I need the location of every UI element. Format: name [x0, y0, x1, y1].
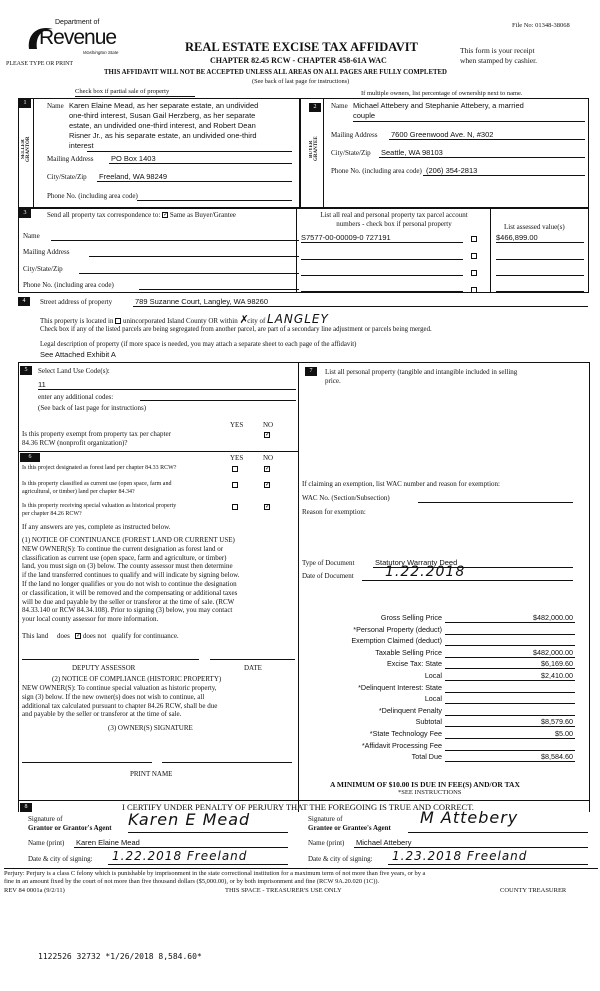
buyer-section: [300, 98, 589, 208]
tax-row-label: *State Technology Fee: [369, 729, 442, 738]
date-line[interactable]: [210, 659, 295, 660]
name-label: Name: [331, 102, 348, 110]
assessed-value-field[interactable]: [496, 275, 584, 276]
form-chapter: CHAPTER 82.45 RCW - CHAPTER 458-61A WAC: [210, 56, 387, 65]
logo-dept: Department of: [55, 19, 100, 26]
multiple-owners-note: If multiple owners, list percentage of ownership next to name.: [361, 90, 523, 97]
parcel-number-field[interactable]: [301, 275, 463, 276]
corr-phone-field[interactable]: [139, 289, 299, 290]
buyer-side-label: BUYER GRANTEE: [309, 136, 319, 162]
exempt-question: Is this property exempt from property tax per chapter 84.36 RCW (nonprofit organization)?: [22, 430, 171, 447]
buyer-mail-field[interactable]: 7600 Greenwood Ave. N, #302: [391, 130, 494, 139]
doc-date-field[interactable]: 1.22.2018: [385, 564, 466, 580]
current-use-no-checkbox[interactable]: ✓: [265, 482, 271, 488]
additional-codes-label: enter any additional codes:: [38, 393, 114, 401]
mail-label: Mailing Address: [47, 155, 94, 163]
tax-row-value[interactable]: $8,584.60: [541, 752, 573, 762]
personal-property-label: List all personal property (tangible and intangible included in selling price.: [325, 368, 518, 385]
section-number: 1: [19, 99, 31, 108]
assessed-value-field[interactable]: [496, 291, 584, 292]
notice-of-compliance-title: (2) NOTICE OF COMPLIANCE (HISTORIC PROPERTY): [52, 675, 222, 683]
same-as-buyer-checkbox[interactable]: ✓: [163, 212, 169, 219]
personal-property-checkbox[interactable]: [471, 270, 477, 276]
print-name-label: PRINT NAME: [130, 770, 173, 778]
section-number: 2: [309, 103, 321, 112]
wac-field[interactable]: [418, 502, 573, 503]
historical-yes-checkbox[interactable]: [232, 504, 238, 510]
date-city-label: Date & city of signing:: [28, 855, 93, 863]
historical-question: Is this property receiving special valuation as historical property per chapter 84.26 RCW?: [22, 503, 177, 517]
tax-row-value[interactable]: $5.00: [555, 729, 573, 738]
assessed-value-field[interactable]: [496, 259, 584, 260]
personal-property-checkbox[interactable]: [471, 236, 477, 242]
unincorporated-checkbox[interactable]: [115, 318, 121, 324]
tax-row-label: Exemption Claimed (deduct): [351, 636, 442, 646]
see-back: (See back of last page for instructions): [252, 78, 350, 85]
does-option[interactable]: does: [57, 632, 70, 640]
buyer-phone-field[interactable]: (206) 354-2813: [426, 166, 478, 175]
parcel-number-field[interactable]: [301, 259, 463, 260]
please-type: PLEASE TYPE OR PRINT: [6, 61, 74, 67]
buyer-city-field[interactable]: Seattle, WA 98103: [381, 148, 443, 157]
tax-row-label: *Delinquent Penalty: [378, 705, 442, 715]
personal-property-checkbox[interactable]: [471, 287, 477, 293]
see-back-note: (See back of last page for instructions): [38, 404, 147, 412]
mail-label: Mailing Address: [331, 131, 378, 139]
corr-mail-field[interactable]: [89, 256, 299, 257]
name-print-label: Name (print): [28, 839, 65, 847]
seller-side-label: SELLER GRANTOR: [21, 136, 31, 162]
date-label: DATE: [244, 664, 262, 672]
form-title: REAL ESTATE EXCISE TAX AFFIDAVIT: [185, 40, 418, 54]
grantor-signature[interactable]: Karen E Mead: [128, 810, 251, 829]
seller-city-field[interactable]: Freeland, WA 98249: [99, 172, 168, 181]
grantor-date-field[interactable]: 1.22.2018 Freeland: [112, 849, 248, 863]
reason-label: Reason for exemption:: [302, 508, 366, 516]
grantor-name-field[interactable]: Karen Elaine Mead: [76, 838, 140, 847]
deputy-assessor-line[interactable]: [22, 659, 199, 660]
warning-text: THIS AFFIDAVIT WILL NOT BE ACCEPTED UNLESS ALL AREAS ON ALL PAGES ARE FULLY COMPLETED: [104, 69, 447, 76]
assessed-header: List assessed value(s): [504, 223, 565, 231]
exempt-no-checkbox[interactable]: ✓: [265, 432, 271, 438]
grantor-signature-label: Signature of Grantor or Grantor's Agent: [28, 815, 112, 832]
legal-description-label: Legal description of property (if more space is needed, you may attach a separate sheet to each page of the affidavit): [40, 341, 357, 348]
street-address-field[interactable]: 789 Suzanne Court, Langley, WA 98260: [135, 297, 269, 306]
county-treasurer: COUNTY TREASURER: [500, 887, 567, 894]
name-label: Name: [23, 232, 40, 240]
section-number: 7: [305, 367, 317, 376]
logo-name: Revenue: [39, 26, 117, 49]
segregated-checkbox-label[interactable]: Check box if any of the listed parcels are being segregated from another parcel, are part of a secondary line adjustment or parcels being merged.: [40, 326, 432, 333]
cashier-stamp: 1122526 32732 *1/26/2018 8,584.60*: [38, 952, 202, 961]
tax-row-label: Excise Tax: State: [387, 659, 442, 669]
tax-row-label: Subtotal: [415, 717, 442, 727]
tax-row-value[interactable]: $482,000.00: [533, 647, 573, 657]
perjury-notice: Perjury: Perjury is a class C felony which is punishable by imprisonment in the state correctional institution for a maximum term of not more than five years, or by a fine in an amount fixed by the court of not more than five thousand dollars ($5,000.00), or by both imprisonment and fine (RCW 9A.20.020 (1C)).: [4, 870, 426, 885]
tax-row-label: Total Due: [411, 752, 442, 762]
section-number: 6: [20, 453, 40, 462]
seller-name-field[interactable]: Karen Elaine Mead, as her separate estate, an undivided one-third interest, Susan Gail Herzberg, as her separate estate, an undivided one-third interest, and Robert Dean Risner Jr., as his separate estate, an undivided one-third interest: [69, 101, 259, 150]
grantee-signature-label: Signature of Grantee or Grantee's Agent: [308, 815, 391, 832]
assessed-value-field[interactable]: $466,899.00: [496, 233, 538, 242]
historical-no-checkbox[interactable]: ✓: [265, 504, 271, 510]
treasurer-only: THIS SPACE - TREASURER'S USE ONLY: [225, 887, 342, 894]
within-city-checkbox[interactable]: ✗: [239, 314, 249, 327]
correspondence-section: [18, 208, 589, 293]
tax-row-value[interactable]: $6,169.60: [541, 659, 573, 669]
doc-type-label: Type of Document: [302, 559, 355, 567]
minimum-due-note: A MINIMUM OF $10.00 IS DUE IN FEE(S) AND/OR TAX: [330, 780, 520, 789]
seller-mail-field[interactable]: PO Box 1403: [111, 154, 156, 163]
doc-type-field[interactable]: Statutory Warranty Deed: [375, 558, 458, 567]
tax-row-value[interactable]: $8,579.60: [541, 717, 573, 727]
certify-statement: I CERTIFY UNDER PENALTY OF PERJURY THAT THE FOREGOING IS TRUE AND CORRECT.: [122, 802, 474, 812]
notice-of-compliance: NEW OWNER(S): To continue special valuation as historic property, sign (3) below. If the new owner(s) does not wish to continue, all additional tax calculated pursuant to chapter 84.26 RCW, shall be due and payable by the seller or transferor at the time of sale.: [22, 684, 218, 719]
notice-of-continuance: (1) NOTICE OF CONTINUANCE (FOREST LAND OR CURRENT USE) NEW OWNER(S): To continue the current designation as forest land or classification as current use (open space, farm and agriculture, or timber) land, you must sign on (3) below. The county assessor must then determine if the land transferred continues to qualify and will indicate by signing below. If the land no longer qualifies or you do not wish to continue the designation or classification, it will be removed and the compensating or additional taxes will be due and payable by the seller or transferor at the time of sale. (RCW 84.33.140 or RCW 84.34.108). Prior to signing (3) below, you may contact your local county assessor for more information.: [22, 536, 240, 624]
date-city-label: Date & city of signing:: [308, 855, 373, 863]
tax-row-value[interactable]: $482,000.00: [533, 613, 573, 622]
correspondence-label: Send all property tax correspondence to: ✓ Same as Buyer/Grantee: [47, 211, 236, 219]
section-number: 5: [20, 366, 32, 375]
land-use-code-field[interactable]: 11: [38, 380, 46, 389]
corr-name-field[interactable]: [51, 240, 299, 241]
grantee-signature[interactable]: M Attebery: [420, 808, 519, 827]
phone-label: Phone No. (including area code): [23, 281, 114, 289]
tax-row-label: *Personal Property (deduct): [353, 624, 442, 634]
tax-row-label: *Delinquent Interest: State: [358, 682, 442, 692]
deputy-assessor-label: DEPUTY ASSESSOR: [72, 664, 136, 672]
no-header: NO: [263, 421, 274, 429]
additional-codes-field[interactable]: [140, 400, 296, 401]
file-number: File No: 01348-38068: [512, 22, 570, 29]
section-number: 4: [18, 297, 30, 306]
city-handwritten: LANGLEY: [267, 312, 329, 326]
current-use-question: Is this property classified as current use (open space, farm and agricultural, or timber) land per chapter 84.34?: [22, 481, 172, 495]
tax-row-label: Local: [424, 694, 442, 704]
owner-signature-line[interactable]: [22, 762, 152, 763]
grantee-date-field[interactable]: 1.23.2018 Freeland: [392, 849, 528, 863]
see-instructions: *SEE INSTRUCTIONS: [398, 789, 462, 796]
city-label: City/State/Zip: [47, 173, 87, 181]
city-label: City/State/Zip: [331, 149, 371, 157]
yes-header: YES: [230, 454, 244, 462]
street-label: Street address of property: [40, 298, 113, 306]
personal-property-checkbox[interactable]: [471, 253, 477, 259]
grantee-name-field[interactable]: Michael Attebery: [356, 838, 412, 847]
wac-label: WAC No. (Section/Subsection): [302, 494, 390, 502]
seller-section: [18, 98, 300, 208]
logo-state: Washington State: [83, 50, 119, 55]
receipt-note: This form is your receipt when stamped by cashier.: [460, 46, 538, 65]
forest-yes-checkbox[interactable]: [232, 466, 238, 472]
city-label: City/State/Zip: [23, 265, 63, 273]
phone-label: Phone No. (including area code): [47, 192, 138, 200]
legal-description-field[interactable]: See Attached Exhibit A: [40, 350, 116, 359]
parcel-number-field[interactable]: S7577-00-00009-0 727191: [301, 233, 391, 242]
corr-city-field[interactable]: [79, 273, 299, 274]
exemption-label: If claiming an exemption, list WAC number and reason for exemption:: [302, 480, 500, 488]
partial-sale-label[interactable]: Check box if partial sale of property: [75, 88, 170, 95]
does-not-checkbox[interactable]: ✓: [76, 633, 82, 640]
owner-signature-line-2[interactable]: [162, 762, 292, 763]
no-header: NO: [263, 454, 274, 462]
owner-signature-label: (3) OWNER(S) SIGNATURE: [108, 724, 193, 732]
mail-label: Mailing Address: [23, 248, 70, 256]
dor-logo: [25, 17, 130, 62]
tax-row-label: Local: [424, 671, 442, 680]
name-label: Name: [47, 102, 64, 110]
location-line: This property is located in unincorporated Island County OR within ✗ city of LANGLEY: [40, 312, 329, 327]
buyer-name-field[interactable]: Michael Attebery and Stephanie Attebery, a married couple: [353, 101, 524, 120]
tax-row-label: *Affidavit Processing Fee: [361, 740, 442, 750]
form-revision: REV 84 0001a (9/2/11): [4, 887, 65, 894]
continuance-line: This land does ✓ does not qualify for continuance.: [22, 632, 179, 640]
section-number: 3: [19, 209, 31, 218]
tax-row-label: Taxable Selling Price: [375, 647, 442, 657]
parcel-number-field[interactable]: [301, 291, 463, 292]
section-number: 8: [20, 803, 32, 812]
forest-no-checkbox[interactable]: ✓: [265, 466, 271, 472]
land-use-label: Select Land Use Code(s):: [38, 367, 110, 375]
forest-land-question: Is this project designated as forest land per chapter 84.33 RCW?: [22, 465, 177, 471]
parcel-header: List all real and personal property tax parcel account numbers - check box if personal property: [320, 211, 468, 228]
tax-row-value[interactable]: $2,410.00: [541, 671, 573, 680]
yes-header: YES: [230, 421, 244, 429]
phone-label: Phone No. (including area code): [331, 167, 422, 175]
tax-row-label: Gross Selling Price: [380, 613, 442, 622]
if-yes-note: If any answers are yes, complete as instructed below.: [22, 523, 171, 531]
doc-date-label: Date of Document: [302, 572, 354, 580]
current-use-yes-checkbox[interactable]: [232, 482, 238, 488]
name-print-label: Name (print): [308, 839, 345, 847]
